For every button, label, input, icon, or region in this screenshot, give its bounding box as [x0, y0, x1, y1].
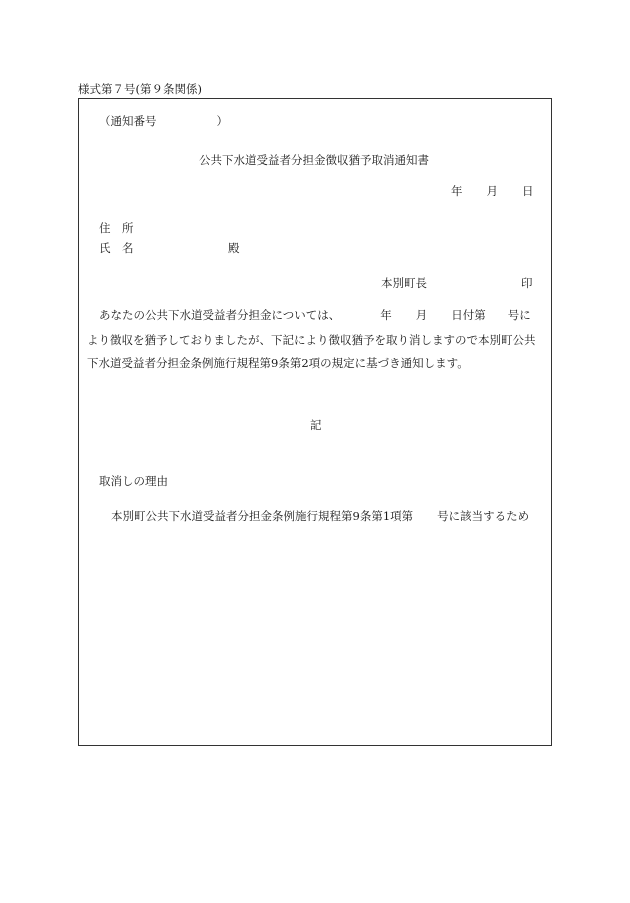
honorific: 殿 [228, 241, 240, 255]
reason-label: 取消しの理由 [99, 474, 168, 488]
body-line-1-year: 年 [380, 308, 392, 322]
reason-text [111, 509, 529, 523]
date-year: 年 [451, 184, 463, 198]
body-line-1-go: 号に [507, 308, 531, 322]
notice-number-close: ） [216, 114, 228, 128]
issuer-name: 本別町長 [381, 276, 427, 290]
body-line-1-day-no: 日付第 [451, 308, 486, 322]
body-line-2: より徴収を猶予しておりましたが、下記により徴収猶予を取り消しますので本別町公共 [87, 333, 536, 347]
reason-text-a: 本別町公共下水道受益者分担金条例施行規程第9条第1項第 [111, 509, 414, 523]
body-line-1-text: あなたの公共下水道受益者分担金については、 [99, 308, 341, 322]
notice-number [99, 114, 228, 128]
document-title: 公共下水道受益者分担金徴収猶予取消通知書 [199, 153, 429, 167]
notice-number-open: （通知番号 [99, 114, 157, 128]
body-line-1 [99, 308, 531, 322]
address-label: 住 所 [99, 221, 134, 235]
body-line-3: 下水道受益者分担金条例施行規程第9条第2項の規定に基づき通知します。 [87, 356, 469, 370]
reason-text-b: 号に該当するため [437, 509, 530, 523]
date-line [451, 184, 534, 198]
seal-mark: 印 [521, 276, 533, 290]
date-day: 日 [522, 184, 534, 198]
ki-heading: 記 [310, 418, 322, 432]
form-label: 様式第７号(第９条関係) [78, 82, 202, 96]
name-label: 氏 名 [99, 241, 134, 255]
date-month: 月 [486, 184, 498, 198]
body-line-1-month: 月 [415, 308, 428, 322]
